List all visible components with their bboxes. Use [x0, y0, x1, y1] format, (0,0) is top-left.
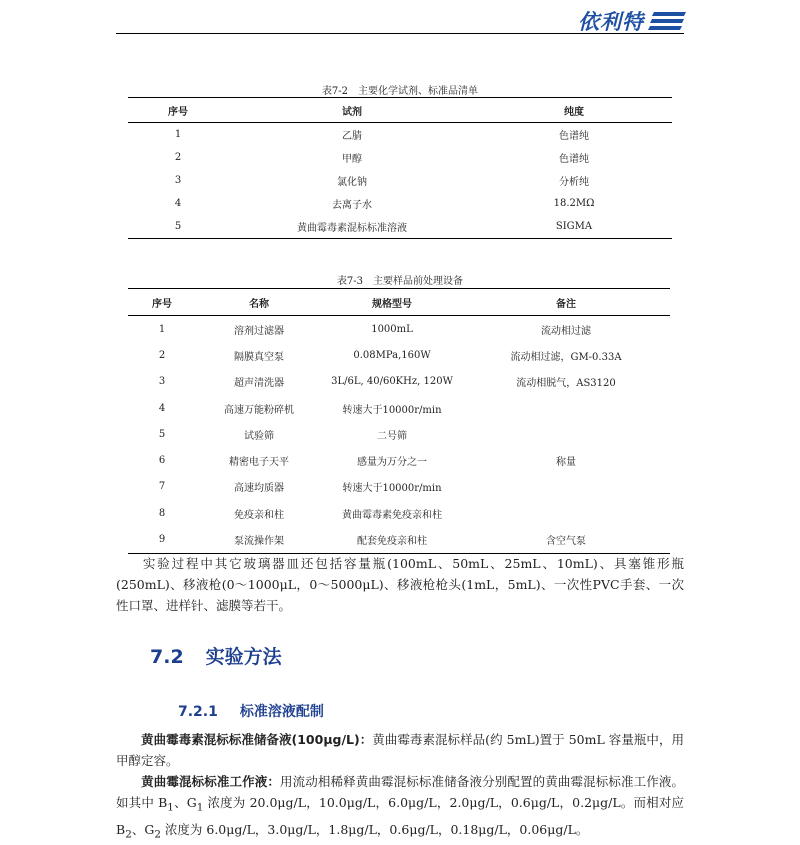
table-cell: 4 — [174, 198, 182, 209]
table-cell: 流动相过滤，GM-0.33A — [510, 351, 622, 363]
table-header-row — [128, 289, 670, 316]
subscript: 2 — [125, 828, 132, 840]
table-cell: 二号筛 — [377, 430, 407, 442]
table-row — [128, 421, 670, 447]
table-cell — [462, 474, 670, 500]
table-cell: 3 — [174, 175, 182, 186]
table-cell: 高速均质器 — [234, 483, 284, 495]
paragraph-text: 用流动相稀释黄曲霉混标标准储备液分别配置的黄曲霉混标标准工作液。如其中 B — [116, 774, 684, 810]
table-cell: 5 — [174, 221, 182, 232]
table-cell: 9 — [158, 534, 166, 546]
table-cell: 流动相过滤 — [541, 325, 591, 337]
paragraph-lead: 黄曲霉混标标准工作液： — [141, 774, 281, 789]
subsection-heading — [178, 701, 324, 721]
brand-logo — [578, 8, 688, 34]
table-cell: 称量 — [556, 457, 576, 469]
table-row — [128, 526, 670, 553]
table-cell: 分析纯 — [559, 177, 589, 188]
column-header: 规格型号 — [322, 289, 462, 316]
column-header: 试剂 — [228, 98, 476, 123]
paragraph-lead: 黄曲霉毒素混标标准储备液(100μg/L)： — [141, 732, 373, 747]
column-header: 序号 — [128, 289, 196, 316]
section-title: 实验方法 — [205, 646, 282, 668]
table-cell: 5 — [158, 428, 166, 440]
table-row — [128, 500, 670, 526]
column-header: 备注 — [462, 289, 670, 316]
table-cell: 黄曲霉毒素免疫亲和柱 — [342, 509, 442, 521]
reagents-table — [128, 97, 672, 239]
paragraph-text: 、G — [173, 795, 197, 810]
table-cell: 精密电子天平 — [229, 457, 289, 469]
table-cell: 1 — [174, 129, 182, 140]
table-cell: 氯化钠 — [337, 177, 367, 188]
table-cell: 甲醇 — [342, 154, 362, 165]
table-cell: 溶剂过滤器 — [234, 325, 284, 337]
glassware-paragraph — [116, 553, 684, 616]
stock-solution-paragraph — [116, 729, 684, 771]
table-row — [128, 369, 670, 395]
table-row — [128, 215, 672, 239]
column-header: 序号 — [128, 98, 228, 123]
table-row — [128, 447, 670, 473]
table-row — [128, 342, 670, 368]
table-cell: 色谱纯 — [559, 154, 589, 165]
table-cell — [462, 421, 670, 447]
section-number: 7.2 — [150, 646, 184, 668]
subsection-title: 标准溶液配制 — [239, 704, 324, 720]
table-cell: 黄曲霉毒素混标标准溶液 — [297, 223, 407, 234]
column-header: 纯度 — [476, 98, 672, 123]
table-row — [128, 474, 670, 500]
subscript: 2 — [154, 828, 161, 840]
subscript: 1 — [196, 801, 204, 814]
table-cell: 高速万能粉碎机 — [224, 404, 294, 416]
table-cell — [462, 500, 670, 526]
table72-caption: 表7-2 主要化学试剂、标准品清单 — [321, 86, 479, 97]
table-cell: 1000mL — [371, 323, 413, 335]
table-cell: 感量为万分之一 — [357, 457, 427, 469]
table-cell: 含空气泵 — [546, 536, 586, 548]
subsection-number: 7.2.1 — [178, 704, 218, 720]
table-cell: 1 — [158, 323, 166, 335]
table-cell: 试验筛 — [244, 430, 274, 442]
table-cell: 6 — [158, 455, 166, 467]
table-cell: 4 — [158, 402, 166, 414]
table-row — [128, 395, 670, 421]
table73-caption: 表7-3 主要样品前处理设备 — [336, 276, 464, 287]
table-row — [128, 192, 672, 215]
table-cell: 泵流操作架 — [234, 536, 284, 548]
table-cell: 8 — [158, 507, 166, 519]
table-cell: 隔膜真空泵 — [234, 351, 284, 363]
section-heading — [150, 642, 282, 669]
table-cell: 2 — [158, 349, 166, 361]
table-cell: 超声清洗器 — [234, 378, 284, 390]
table-cell: 0.08MPa,160W — [353, 349, 431, 361]
subscript: 1 — [167, 801, 174, 814]
table-cell: 转速大于10000r/min — [342, 483, 442, 495]
working-solution-paragraph — [116, 771, 684, 845]
table-cell: 转速大于10000r/min — [342, 404, 442, 416]
logo-text: 依利特 — [578, 10, 644, 34]
table-cell: SIGMA — [555, 221, 593, 232]
table-header-row — [128, 98, 672, 123]
logo-stripes-icon — [648, 11, 688, 31]
table-row — [128, 169, 672, 192]
table-row — [128, 123, 672, 147]
equipment-table — [128, 288, 670, 554]
table-cell — [462, 395, 670, 421]
table-cell: 色谱纯 — [559, 131, 589, 142]
table-cell: 3L/6L, 40/60KHz, 120W — [331, 376, 453, 388]
column-header: 名称 — [196, 289, 322, 316]
table-cell: 免疫亲和柱 — [234, 509, 284, 521]
table-cell: 3 — [158, 376, 166, 388]
table-cell: 去离子水 — [332, 200, 372, 211]
table-cell: 配套免疫亲和柱 — [357, 536, 427, 548]
header-rule — [116, 33, 684, 34]
table-cell: 乙腈 — [342, 131, 362, 142]
paragraph-text: 浓度为 20.0μg/L，10.0μg/L，6.0μg/L，2.0μg/L，0.6μg/L，0.2μg/L。而相对应 B — [116, 795, 684, 837]
paragraph-text: 实验过程中其它玻璃器皿还包括容量瓶(100mL、50mL、25mL、10mL)、具塞锥形瓶(250mL)、移液枪(0～1000μL，0～5000μL)、移液枪枪头(1mL，5mL)、一次性PVC手套、一次性口罩、进样针、滤膜等若干。 — [116, 556, 684, 613]
paragraph-text: 、G — [131, 821, 155, 837]
table-row — [128, 146, 672, 169]
table-cell: 7 — [158, 481, 166, 493]
table-cell: 流动相脱气，AS3120 — [516, 378, 616, 390]
table-row — [128, 316, 670, 343]
table-cell: 18.2MΩ — [553, 198, 595, 209]
table-cell: 2 — [174, 152, 182, 163]
paragraph-text: 黄曲霉毒素混标样品(约 5mL)置于 50mL 容量瓶中，用甲醇定容。 — [116, 732, 685, 768]
paragraph-text: 浓度为 6.0μg/L，3.0μg/L，1.8μg/L，0.6μg/L，0.18μg/L，0.06μg/L。 — [160, 821, 589, 837]
